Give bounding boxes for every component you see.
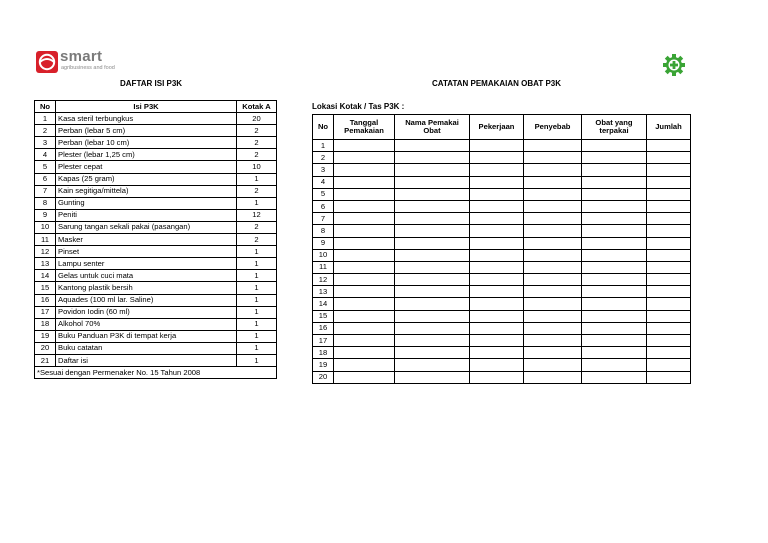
nama-pemakai-cell[interactable] [395, 176, 470, 188]
penyebab-cell[interactable] [524, 140, 582, 152]
log-table-row [313, 286, 691, 298]
penyebab-cell[interactable] [524, 335, 582, 347]
nama-pemakai-cell[interactable] [395, 359, 470, 371]
header-pekerjaan: Pekerjaan [470, 115, 524, 140]
isi-row-item: Kapas (25 gram) [56, 173, 237, 185]
isi-table-row [35, 161, 277, 173]
jumlah-cell[interactable] [647, 286, 691, 298]
log-row-no: 16 [313, 322, 334, 334]
isi-table-row [35, 258, 277, 270]
isi-table-row [35, 330, 277, 342]
jumlah-cell[interactable] [647, 164, 691, 176]
pekerjaan-cell[interactable] [470, 274, 524, 286]
tanggal-cell[interactable] [334, 286, 395, 298]
isi-row-no: 2 [35, 125, 56, 137]
log-row-no: 8 [313, 225, 334, 237]
jumlah-cell[interactable] [647, 347, 691, 359]
tanggal-cell[interactable] [334, 140, 395, 152]
isi-row-no: 1 [35, 113, 56, 125]
obat-terpakai-cell[interactable] [582, 298, 647, 310]
isi-row-qty: 10 [237, 161, 277, 173]
isi-row-qty: 1 [237, 354, 277, 366]
log-row-no: 14 [313, 298, 334, 310]
obat-terpakai-cell[interactable] [582, 237, 647, 249]
penyebab-cell[interactable] [524, 359, 582, 371]
penyebab-cell[interactable] [524, 152, 582, 164]
nama-pemakai-cell[interactable] [395, 310, 470, 322]
pekerjaan-cell[interactable] [470, 298, 524, 310]
isi-row-no: 17 [35, 306, 56, 318]
tanggal-cell[interactable] [334, 164, 395, 176]
isi-row-no: 19 [35, 330, 56, 342]
log-table-row [313, 200, 691, 212]
penyebab-cell[interactable] [524, 371, 582, 383]
obat-terpakai-cell[interactable] [582, 322, 647, 334]
obat-terpakai-cell[interactable] [582, 286, 647, 298]
log-table-row [313, 152, 691, 164]
nama-pemakai-cell[interactable] [395, 152, 470, 164]
isi-row-qty: 12 [237, 209, 277, 221]
nama-pemakai-cell[interactable] [395, 298, 470, 310]
jumlah-cell[interactable] [647, 213, 691, 225]
isi-row-no: 11 [35, 234, 56, 246]
isi-table-row [35, 234, 277, 246]
log-table-row [313, 347, 691, 359]
tanggal-cell[interactable] [334, 371, 395, 383]
tanggal-cell[interactable] [334, 310, 395, 322]
jumlah-cell[interactable] [647, 225, 691, 237]
nama-pemakai-cell[interactable] [395, 164, 470, 176]
isi-row-qty: 2 [237, 185, 277, 197]
isi-row-item: Kain segitiga/mittela) [56, 185, 237, 197]
log-row-no: 3 [313, 164, 334, 176]
nama-pemakai-cell[interactable] [395, 140, 470, 152]
log-row-no: 5 [313, 188, 334, 200]
tanggal-cell[interactable] [334, 261, 395, 273]
isi-table-row [35, 173, 277, 185]
log-table-row [313, 261, 691, 273]
penyebab-cell[interactable] [524, 310, 582, 322]
jumlah-cell[interactable] [647, 371, 691, 383]
log-table-row [313, 225, 691, 237]
obat-terpakai-cell[interactable] [582, 152, 647, 164]
isi-row-no: 14 [35, 270, 56, 282]
log-row-no: 18 [313, 347, 334, 359]
isi-row-item: Buku catatan [56, 342, 237, 354]
jumlah-cell[interactable] [647, 237, 691, 249]
obat-terpakai-cell[interactable] [582, 176, 647, 188]
log-row-no: 19 [313, 359, 334, 371]
first-aid-gear-icon [662, 53, 686, 77]
isi-row-no: 13 [35, 258, 56, 270]
isi-row-item: Buku Panduan P3K di tempat kerja [56, 330, 237, 342]
isi-row-item: Perban (lebar 10 cm) [56, 137, 237, 149]
isi-row-item: Masker [56, 234, 237, 246]
tanggal-cell[interactable] [334, 359, 395, 371]
log-table-header-row [313, 115, 691, 140]
isi-table-row [35, 342, 277, 354]
obat-terpakai-cell[interactable] [582, 200, 647, 212]
jumlah-cell[interactable] [647, 359, 691, 371]
jumlah-cell[interactable] [647, 152, 691, 164]
isi-table-row [35, 270, 277, 282]
isi-row-item: Peniti [56, 209, 237, 221]
nama-pemakai-cell[interactable] [395, 225, 470, 237]
jumlah-cell[interactable] [647, 298, 691, 310]
penyebab-cell[interactable] [524, 200, 582, 212]
nama-pemakai-cell[interactable] [395, 322, 470, 334]
tanggal-cell[interactable] [334, 213, 395, 225]
lokasi-kotak-label: Lokasi Kotak / Tas P3K : [312, 102, 405, 111]
pekerjaan-cell[interactable] [470, 200, 524, 212]
isi-row-item: Pinset [56, 246, 237, 258]
isi-row-item: Kantong plastik bersih [56, 282, 237, 294]
pekerjaan-cell[interactable] [470, 152, 524, 164]
isi-row-no: 7 [35, 185, 56, 197]
nama-pemakai-cell[interactable] [395, 188, 470, 200]
log-table-row [313, 371, 691, 383]
isi-table-row [35, 149, 277, 161]
isi-row-item: Povidon Iodin (60 ml) [56, 306, 237, 318]
daftar-isi-title: DAFTAR ISI P3K [120, 79, 183, 88]
log-row-no: 15 [313, 310, 334, 322]
isi-table-row [35, 185, 277, 197]
jumlah-cell[interactable] [647, 188, 691, 200]
isi-row-qty: 20 [237, 113, 277, 125]
log-table-row [313, 213, 691, 225]
nama-pemakai-cell[interactable] [395, 371, 470, 383]
penyebab-cell[interactable] [524, 213, 582, 225]
pekerjaan-cell[interactable] [470, 249, 524, 261]
nama-pemakai-cell[interactable] [395, 200, 470, 212]
logo-brand-text: smart [60, 48, 103, 65]
log-row-no: 17 [313, 335, 334, 347]
isi-row-item: Plester cepat [56, 161, 237, 173]
pekerjaan-cell[interactable] [470, 286, 524, 298]
nama-pemakai-cell[interactable] [395, 347, 470, 359]
header-log-no: No [313, 115, 334, 140]
jumlah-cell[interactable] [647, 140, 691, 152]
pekerjaan-cell[interactable] [470, 176, 524, 188]
header-no: No [35, 101, 56, 113]
isi-row-item: Sarung tangan sekali pakai (pasangan) [56, 221, 237, 233]
logo-tagline: agribusiness and food [61, 65, 115, 71]
isi-row-no: 5 [35, 161, 56, 173]
log-row-no: 13 [313, 286, 334, 298]
isi-p3k-table [34, 100, 277, 379]
nama-pemakai-cell[interactable] [395, 213, 470, 225]
isi-row-no: 9 [35, 209, 56, 221]
isi-row-no: 18 [35, 318, 56, 330]
penyebab-cell[interactable] [524, 237, 582, 249]
penyebab-cell[interactable] [524, 261, 582, 273]
jumlah-cell[interactable] [647, 249, 691, 261]
header-kotak-a: Kotak A [237, 101, 277, 113]
isi-table-row [35, 354, 277, 366]
isi-table-row [35, 306, 277, 318]
smart-logo [36, 50, 146, 76]
isi-table-row [35, 221, 277, 233]
nama-pemakai-cell[interactable] [395, 249, 470, 261]
isi-row-qty: 1 [237, 258, 277, 270]
penyebab-cell[interactable] [524, 298, 582, 310]
log-table-row [313, 176, 691, 188]
isi-row-no: 21 [35, 354, 56, 366]
isi-row-no: 3 [35, 137, 56, 149]
isi-table-row [35, 197, 277, 209]
jumlah-cell[interactable] [647, 335, 691, 347]
isi-row-qty: 2 [237, 137, 277, 149]
isi-row-item: Daftar isi [56, 354, 237, 366]
nama-pemakai-cell[interactable] [395, 335, 470, 347]
log-row-no: 10 [313, 249, 334, 261]
penyebab-cell[interactable] [524, 249, 582, 261]
penyebab-cell[interactable] [524, 225, 582, 237]
log-table-row [313, 298, 691, 310]
pekerjaan-cell[interactable] [470, 310, 524, 322]
isi-row-qty: 1 [237, 282, 277, 294]
pekerjaan-cell[interactable] [470, 225, 524, 237]
isi-row-no: 15 [35, 282, 56, 294]
tanggal-cell[interactable] [334, 347, 395, 359]
footnote-row [35, 367, 277, 379]
isi-row-no: 10 [35, 221, 56, 233]
isi-row-item: Lampu senter [56, 258, 237, 270]
isi-row-no: 12 [35, 246, 56, 258]
isi-row-qty: 2 [237, 125, 277, 137]
isi-row-qty: 1 [237, 246, 277, 258]
tanggal-cell[interactable] [334, 176, 395, 188]
isi-row-item: Kasa steril terbungkus [56, 113, 237, 125]
obat-terpakai-cell[interactable] [582, 164, 647, 176]
nama-pemakai-cell[interactable] [395, 286, 470, 298]
tanggal-cell[interactable] [334, 200, 395, 212]
penyebab-cell[interactable] [524, 347, 582, 359]
tanggal-cell[interactable] [334, 237, 395, 249]
isi-table-row [35, 113, 277, 125]
isi-row-no: 20 [35, 342, 56, 354]
jumlah-cell[interactable] [647, 200, 691, 212]
isi-row-item: Alkohol 70% [56, 318, 237, 330]
isi-table-row [35, 318, 277, 330]
permenaker-footnote: *Sesuai dengan Permenaker No. 15 Tahun 2008 [35, 367, 277, 379]
obat-terpakai-cell[interactable] [582, 188, 647, 200]
isi-row-item: Gunting [56, 197, 237, 209]
log-row-no: 4 [313, 176, 334, 188]
isi-row-qty: 1 [237, 330, 277, 342]
header-obat-yang-terpakai: Obat yang terpakai [582, 115, 647, 140]
nama-pemakai-cell[interactable] [395, 261, 470, 273]
jumlah-cell[interactable] [647, 310, 691, 322]
isi-row-no: 6 [35, 173, 56, 185]
smart-logo-icon [36, 51, 58, 73]
log-table-row [313, 188, 691, 200]
isi-table-row [35, 282, 277, 294]
jumlah-cell[interactable] [647, 176, 691, 188]
obat-terpakai-cell[interactable] [582, 261, 647, 273]
log-table-row [313, 140, 691, 152]
isi-row-qty: 1 [237, 294, 277, 306]
nama-pemakai-cell[interactable] [395, 274, 470, 286]
isi-table-row [35, 294, 277, 306]
obat-terpakai-cell[interactable] [582, 335, 647, 347]
isi-row-item: Gelas untuk cuci mata [56, 270, 237, 282]
isi-row-qty: 1 [237, 270, 277, 282]
log-table-row [313, 249, 691, 261]
isi-row-item: Plester (lebar 1,25 cm) [56, 149, 237, 161]
isi-row-item: Perban (lebar 5 cm) [56, 125, 237, 137]
log-table-row [313, 335, 691, 347]
obat-terpakai-cell[interactable] [582, 274, 647, 286]
tanggal-cell[interactable] [334, 274, 395, 286]
penyebab-cell[interactable] [524, 176, 582, 188]
penyebab-cell[interactable] [524, 286, 582, 298]
isi-table-row [35, 125, 277, 137]
isi-row-qty: 1 [237, 197, 277, 209]
nama-pemakai-cell[interactable] [395, 237, 470, 249]
pekerjaan-cell[interactable] [470, 322, 524, 334]
obat-terpakai-cell[interactable] [582, 213, 647, 225]
isi-table-row [35, 246, 277, 258]
isi-row-qty: 1 [237, 318, 277, 330]
pekerjaan-cell[interactable] [470, 347, 524, 359]
log-row-no: 9 [313, 237, 334, 249]
log-table-row [313, 310, 691, 322]
isi-row-qty: 2 [237, 234, 277, 246]
obat-terpakai-cell[interactable] [582, 347, 647, 359]
pekerjaan-cell[interactable] [470, 164, 524, 176]
penyebab-cell[interactable] [524, 188, 582, 200]
catatan-pemakaian-table [312, 114, 691, 384]
pekerjaan-cell[interactable] [470, 140, 524, 152]
pekerjaan-cell[interactable] [470, 359, 524, 371]
obat-terpakai-cell[interactable] [582, 310, 647, 322]
isi-table-row [35, 137, 277, 149]
tanggal-cell[interactable] [334, 188, 395, 200]
log-table-row [313, 322, 691, 334]
penyebab-cell[interactable] [524, 274, 582, 286]
log-row-no: 2 [313, 152, 334, 164]
log-table-row [313, 359, 691, 371]
tanggal-cell[interactable] [334, 152, 395, 164]
log-table-row [313, 237, 691, 249]
pekerjaan-cell[interactable] [470, 335, 524, 347]
log-row-no: 12 [313, 274, 334, 286]
pekerjaan-cell[interactable] [470, 261, 524, 273]
isi-row-qty: 1 [237, 342, 277, 354]
jumlah-cell[interactable] [647, 274, 691, 286]
obat-terpakai-cell[interactable] [582, 371, 647, 383]
obat-terpakai-cell[interactable] [582, 140, 647, 152]
tanggal-cell[interactable] [334, 322, 395, 334]
log-table-row [313, 274, 691, 286]
tanggal-cell[interactable] [334, 249, 395, 261]
log-row-no: 11 [313, 261, 334, 273]
log-row-no: 6 [313, 200, 334, 212]
jumlah-cell[interactable] [647, 322, 691, 334]
isi-table-header-row [35, 101, 277, 113]
header-jumlah: Jumlah [647, 115, 691, 140]
pekerjaan-cell[interactable] [470, 188, 524, 200]
header-penyebab: Penyebab [524, 115, 582, 140]
header-tanggal-pemakaian: Tanggal Pemakaian [334, 115, 395, 140]
isi-row-qty: 1 [237, 306, 277, 318]
log-table-row [313, 164, 691, 176]
catatan-pemakaian-title: CATATAN PEMAKAIAN OBAT P3K [432, 79, 562, 88]
log-row-no: 20 [313, 371, 334, 383]
jumlah-cell[interactable] [647, 261, 691, 273]
isi-row-no: 8 [35, 197, 56, 209]
log-row-no: 7 [313, 213, 334, 225]
tanggal-cell[interactable] [334, 298, 395, 310]
obat-terpakai-cell[interactable] [582, 225, 647, 237]
tanggal-cell[interactable] [334, 225, 395, 237]
pekerjaan-cell[interactable] [470, 213, 524, 225]
pekerjaan-cell[interactable] [470, 371, 524, 383]
obat-terpakai-cell[interactable] [582, 249, 647, 261]
isi-table-row [35, 209, 277, 221]
isi-row-no: 4 [35, 149, 56, 161]
isi-row-qty: 1 [237, 173, 277, 185]
header-isi-p3k: Isi P3K [56, 101, 237, 113]
penyebab-cell[interactable] [524, 322, 582, 334]
isi-row-qty: 2 [237, 149, 277, 161]
isi-row-no: 16 [35, 294, 56, 306]
isi-row-item: Aquades (100 ml lar. Saline) [56, 294, 237, 306]
isi-row-qty: 2 [237, 221, 277, 233]
pekerjaan-cell[interactable] [470, 237, 524, 249]
header-nama-pemakai-obat: Nama Pemakai Obat [395, 115, 470, 140]
obat-terpakai-cell[interactable] [582, 359, 647, 371]
tanggal-cell[interactable] [334, 335, 395, 347]
penyebab-cell[interactable] [524, 164, 582, 176]
log-row-no: 1 [313, 140, 334, 152]
